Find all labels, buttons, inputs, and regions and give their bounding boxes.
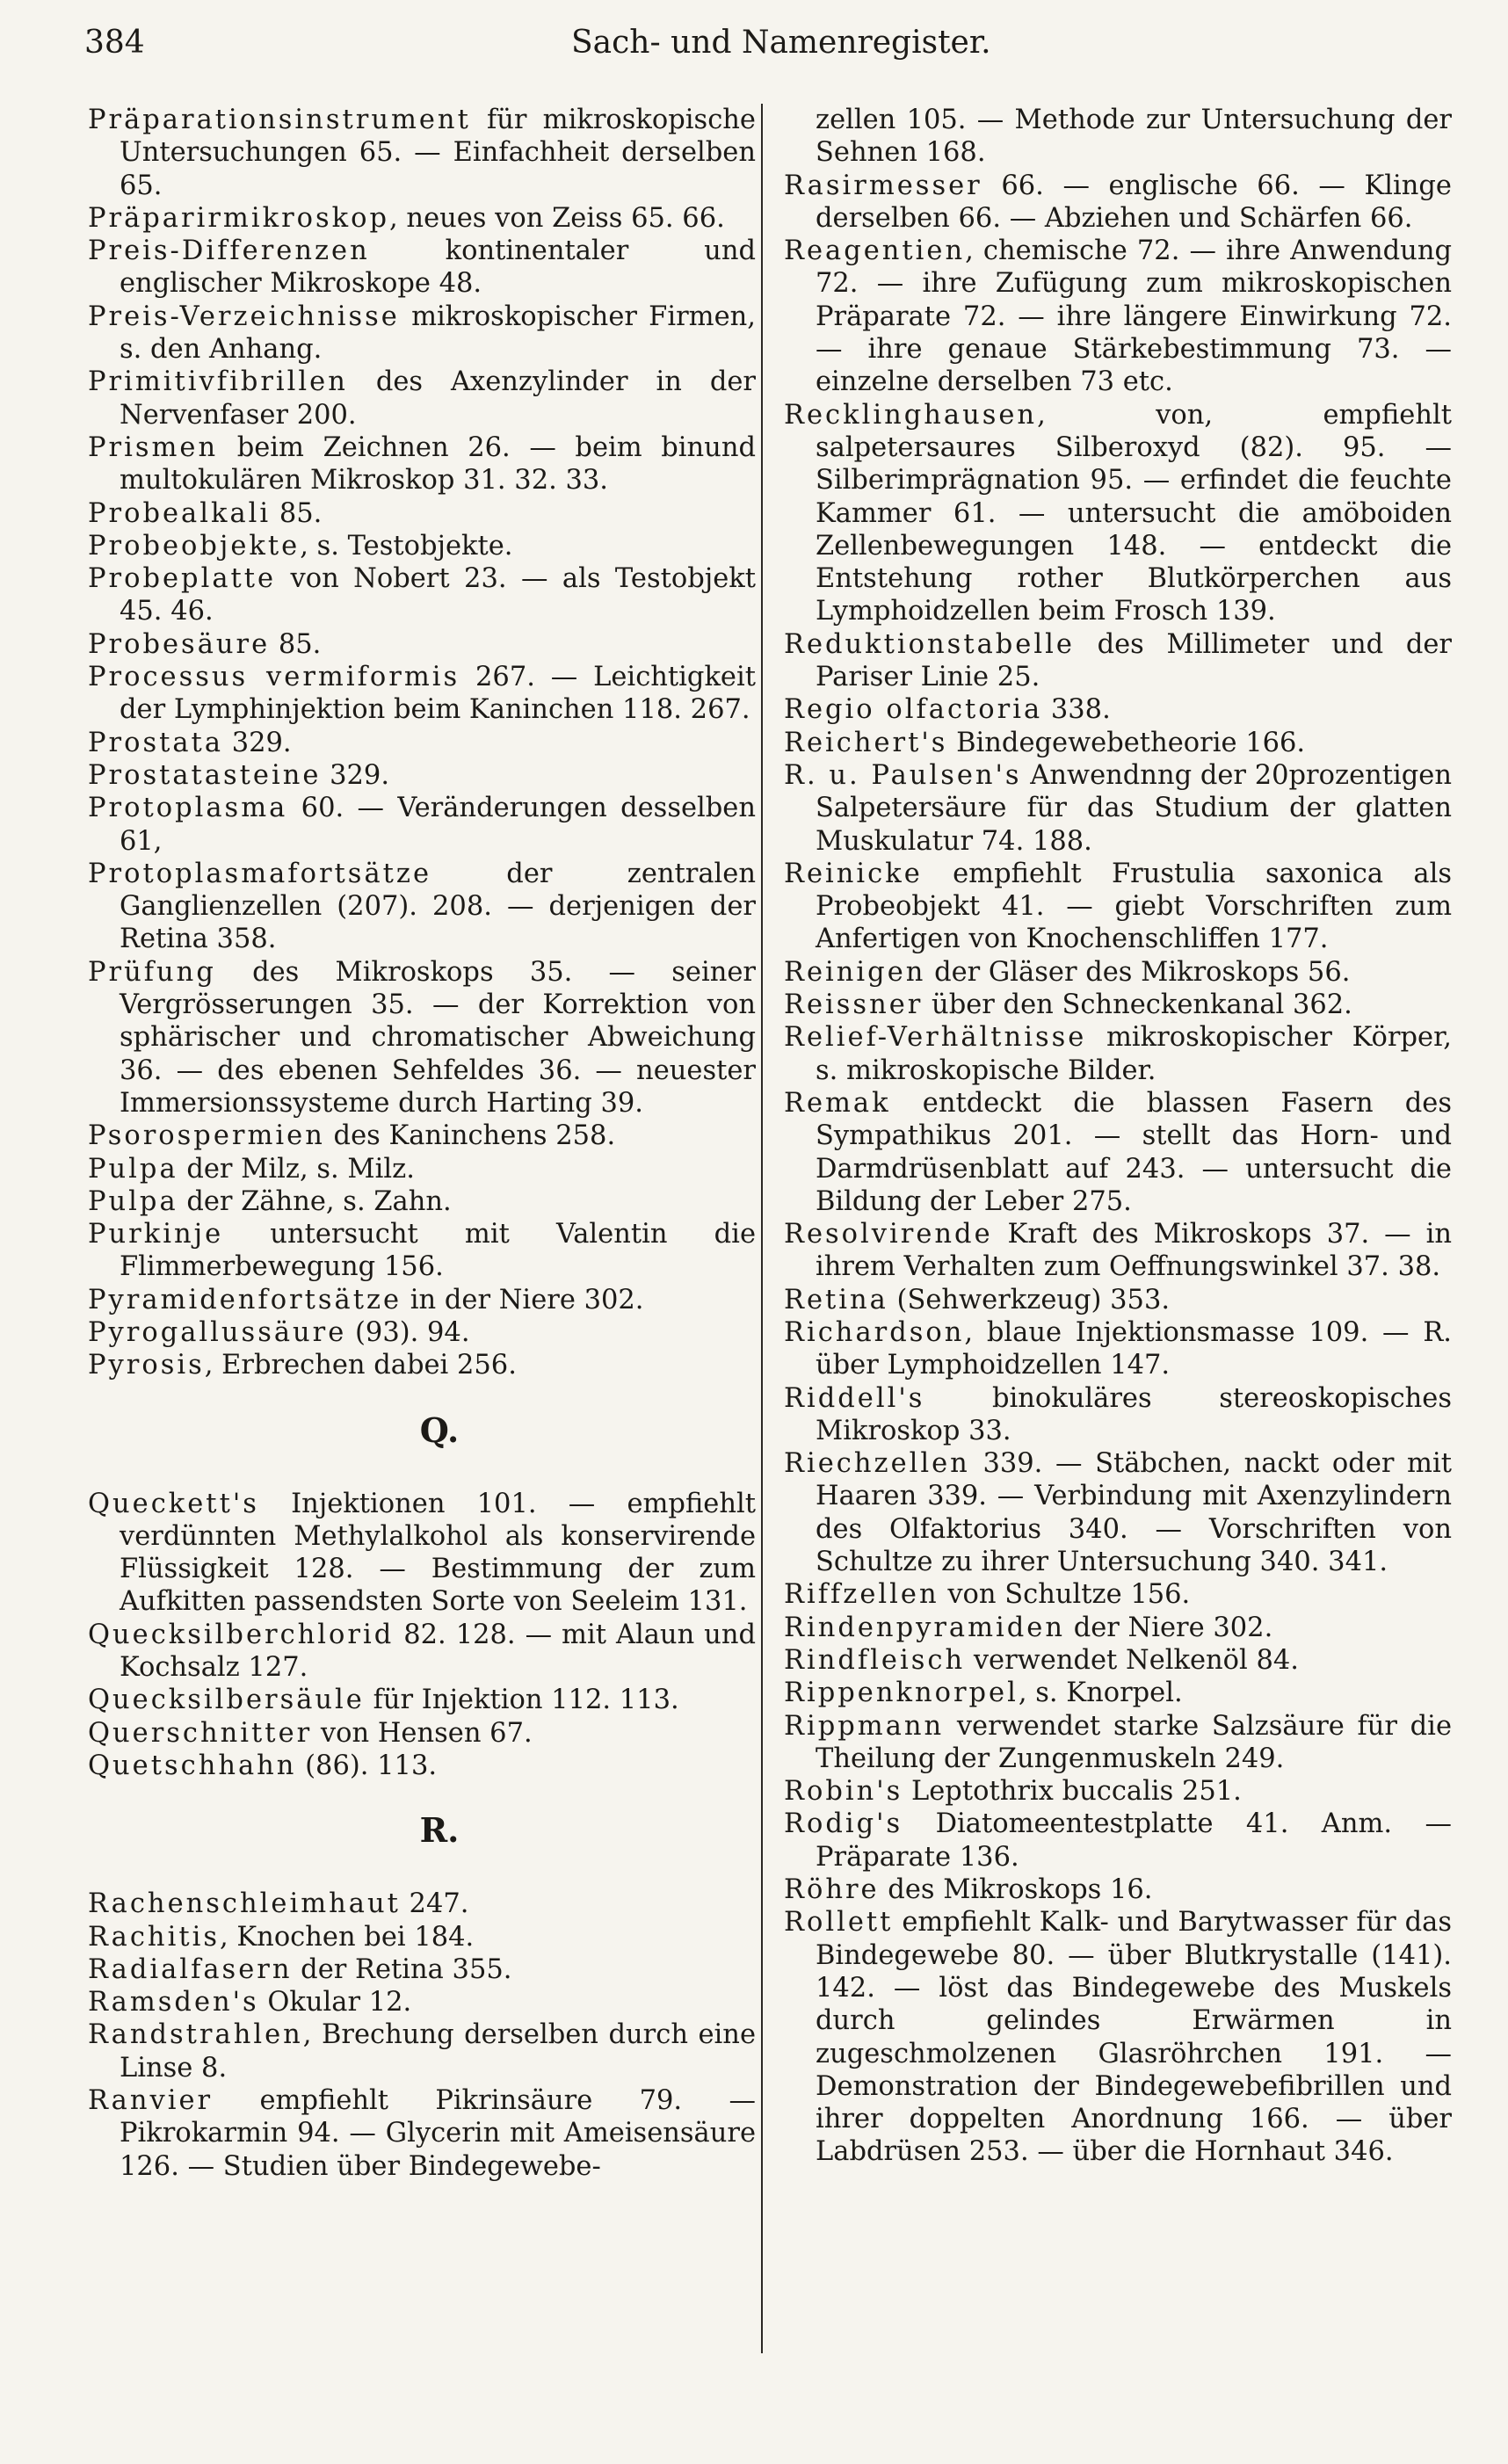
- index-entry: [88, 235, 756, 301]
- right-column: [784, 104, 1452, 2169]
- entry-headword: Psorospermien: [88, 1120, 325, 1152]
- entry-headword: Rippenknorpel: [784, 1678, 1019, 1709]
- entry-text: 339. — Stäbchen, nackt oder mit Haaren 339. — Verbindung mit Axenzylindern des Olfaktorius 340. — Vorschriften von Schultze zu ihrer Untersuchung 340. 341.: [816, 1448, 1452, 1578]
- entry-text: Leptothrix buccalis 251.: [903, 1776, 1242, 1808]
- index-entry: [88, 956, 756, 1120]
- entry-headword: Robin's: [784, 1776, 903, 1808]
- entry-text: , von, empfiehlt salpetersaures Silberoxyd (82). 95. — Silberimprägnation 95. — erfindet die feuchte Kammer 61. — untersucht die amöboiden Zellenbewegungen 148. — entdeckt die Entstehung rother Blutkörperchen aus Lymphoidzellen beim Frosch 139.: [816, 399, 1452, 627]
- entry-text: 66. — englische 66. — Klinge derselben 66. — Abziehen und Schärfen 66.: [816, 170, 1452, 234]
- index-entry: [784, 1873, 1452, 1906]
- index-entry: [784, 1284, 1452, 1316]
- column-divider: [761, 104, 763, 2353]
- entry-text: , Knochen bei 184.: [220, 1921, 475, 1953]
- index-entry: [88, 1488, 756, 1619]
- entry-headword: Prostatasteine: [88, 759, 322, 791]
- index-entry: [784, 1578, 1452, 1611]
- page-number: 384: [84, 25, 145, 61]
- entry-headword: Pyrogallussäure: [88, 1316, 347, 1348]
- index-entry: [88, 727, 756, 759]
- running-title: Sach- und Namenregister.: [571, 25, 991, 61]
- entry-headword: Queckett's: [88, 1488, 259, 1519]
- entry-headword: Querschnitter: [88, 1717, 313, 1749]
- entry-text: 338.: [1042, 694, 1111, 726]
- entry-text: , s. Knorpel.: [1018, 1678, 1183, 1709]
- entry-headword: Rindenpyramiden: [784, 1612, 1065, 1643]
- index-entry: [784, 399, 1452, 628]
- entry-text: der zentralen Ganglienzellen (207). 208. — derjenigen der Retina 358.: [120, 858, 756, 955]
- entry-text: des Mikroskops 35. — seiner Vergrösserungen 35. — der Korrektion von sphärischer und chromatischer Abweichung 36. — des ebenen Sehfeldes 36. — neuester Immersionssysteme durch Harting 39.: [120, 956, 756, 1119]
- entry-text: Injektionen 101. — empfiehlt verdünnten Methylalkohol als konservirende Flüssigkeit 128. — Bestimmung der zum Aufkitten passendsten Sorte von Seeleim 131.: [120, 1488, 756, 1618]
- entry-text: zellen 105. — Methode zur Untersuchung der Sehnen 168.: [816, 105, 1452, 169]
- index-entry: [88, 1619, 756, 1685]
- entry-headword: Röhre: [784, 1874, 880, 1906]
- index-entry: [784, 1218, 1452, 1284]
- entry-headword: Ramsden's: [88, 1987, 259, 2018]
- index-entry: [88, 1185, 756, 1218]
- index-entry: [784, 1710, 1452, 1776]
- index-entry: [784, 1382, 1452, 1448]
- index-entry: [88, 562, 756, 628]
- index-entry: [784, 1677, 1452, 1709]
- entry-text: empfiehlt Pikrinsäure 79. — Pikrokarmin 94. — Glycerin mit Ameisensäure 126. — Studien über Bindegewebe-: [120, 2085, 756, 2182]
- entry-text: des Kaninchens 258.: [324, 1120, 616, 1152]
- index-entry: [88, 661, 756, 727]
- entry-text: verwendet Nelkenöl 84.: [965, 1644, 1299, 1676]
- index-entry: [784, 858, 1452, 956]
- index-entry: [88, 792, 756, 858]
- entry-headword: Rachitis: [88, 1921, 220, 1953]
- entry-text: 247.: [400, 1888, 469, 1920]
- entry-text: , chemische 72. — ihre Anwendung 72. — ihre Zufügung zum mikroskopischen Präparate 72. — ihre längere Einwirkung 72. — ihre genaue Stärkebestimmung 73. — einzelne derselben 73 etc.: [816, 236, 1452, 398]
- entry-headword: Rippmann: [784, 1710, 945, 1742]
- entry-headword: Remak: [784, 1087, 891, 1119]
- entry-headword: Pyrosis: [88, 1350, 205, 1381]
- index-entry: [784, 727, 1452, 759]
- section-letter: Q.: [419, 1410, 460, 1450]
- entry-text: Anwendnng der 20prozentigen Salpetersäure für das Studium der glatten Muskulatur 74. 188.: [816, 759, 1452, 857]
- section-letter: R.: [419, 1810, 460, 1851]
- entry-text: , Brechung derselben durch eine Linse 8.: [120, 2019, 756, 2084]
- entry-headword: Rasirmesser: [784, 170, 982, 201]
- entry-headword: Riffzellen: [784, 1579, 939, 1611]
- entry-text: der Retina 355.: [292, 1953, 512, 1985]
- index-entry: [784, 1906, 1452, 2168]
- entry-headword: Reichert's: [784, 727, 948, 758]
- entry-headword: Prostata: [88, 727, 223, 758]
- entry-headword: Randstrahlen: [88, 2019, 303, 2051]
- index-entry: [784, 956, 1452, 989]
- entry-text: untersucht mit Valentin die Flimmerbewegung 156.: [120, 1219, 756, 1283]
- index-entry: [88, 1750, 756, 1782]
- entry-text: Bindegewebetheorie 166.: [947, 727, 1306, 758]
- entry-headword: Protoplasma: [88, 793, 288, 824]
- index-entry: [88, 628, 756, 661]
- entry-text: 82. 128. — mit Alaun und Kochsalz 127.: [120, 1619, 756, 1684]
- entry-text: von Schultze 156.: [939, 1579, 1191, 1611]
- entry-text: Kraft des Mikroskops 37. — in ihrem Verhalten zum Oeffnungswinkel 37. 38.: [816, 1219, 1452, 1283]
- entry-text: empfiehlt Kalk- und Barytwasser für das Bindegewebe 80. — über Blutkrystalle (141). 142. — löst das Bindegewebe des Muskels durch gelindes Erwärmen in zugeschmolzenen Glasröhrchen 191. — Demonstration der Bindegewebefibrillen und ihrer doppelten Anordnung 166. — über Labdrüsen 253. — über die Hornhaut 346.: [816, 1907, 1452, 2168]
- page-header: [0, 25, 1508, 77]
- entry-headword: Prismen: [88, 431, 219, 463]
- entry-headword: Prüfung: [88, 956, 216, 988]
- index-entry: [88, 366, 756, 431]
- index-entry: [88, 1986, 756, 2018]
- entry-headword: Regio olfactoria: [784, 694, 1043, 726]
- index-entry: [88, 202, 756, 235]
- index-entry: [784, 1775, 1452, 1808]
- index-entry: [88, 1349, 756, 1381]
- entry-headword: Präparationsinstrument: [88, 105, 471, 135]
- entry-text: 85.: [270, 628, 322, 660]
- entry-text: des Axenzylinder in der Nervenfaser 200.: [120, 366, 756, 431]
- index-entry: [784, 170, 1452, 236]
- entry-headword: Recklinghausen: [784, 399, 1038, 431]
- entry-headword: Rachenschleimhaut: [88, 1888, 401, 1920]
- index-entry: [88, 431, 756, 497]
- entry-text: mikroskopischer Firmen, s. den Anhang.: [120, 301, 756, 366]
- entry-text: für mikroskopische Untersuchungen 65. — Einfachheit derselben 65.: [120, 105, 756, 201]
- entry-text: 60. — Veränderungen desselben 61,: [120, 793, 756, 857]
- entry-text: Diatomeentestplatte 41. Anm. — Präparate 136.: [816, 1808, 1452, 1873]
- entry-text: 267. — Leichtigkeit der Lymphinjektion beim Kaninchen 118. 267.: [120, 662, 756, 726]
- entry-headword: Quecksilberchlorid: [88, 1619, 395, 1650]
- index-entry: [88, 1953, 756, 1986]
- index-entry: [88, 759, 756, 792]
- index-entry: [88, 1284, 756, 1316]
- entry-headword: Reagentien: [784, 236, 966, 267]
- entry-headword: Riechzellen: [784, 1448, 970, 1480]
- entry-text: von Hensen 67.: [312, 1717, 533, 1749]
- index-entry: [784, 235, 1452, 398]
- index-entry: [88, 1717, 756, 1750]
- index-entry: [784, 1808, 1452, 1873]
- index-entry: [88, 104, 756, 202]
- left-column: [88, 104, 756, 2183]
- entry-headword: Pulpa: [88, 1185, 178, 1217]
- index-entry: [784, 1021, 1452, 1087]
- entry-headword: Purkinje: [88, 1219, 224, 1250]
- index-entry: [784, 1316, 1452, 1382]
- entry-text: , Erbrechen dabei 256.: [204, 1350, 517, 1381]
- entry-headword: Pulpa: [88, 1153, 178, 1185]
- entry-text: 85.: [271, 497, 323, 529]
- entry-headword: Quetschhahn: [88, 1750, 297, 1781]
- entry-text: mikroskopischer Körper, s. mikroskopische Bilder.: [816, 1022, 1452, 1086]
- entry-headword: Rollett: [784, 1907, 894, 1939]
- entry-headword: Riddell's: [784, 1382, 925, 1414]
- index-entry: [784, 693, 1452, 726]
- entry-headword: Reduktionstabelle: [784, 628, 1075, 660]
- entry-text: kontinentaler und englischer Mikroskope 48.: [120, 236, 756, 300]
- entry-headword: Probeobjekte: [88, 530, 301, 562]
- entry-text: der Milz, s. Milz.: [178, 1153, 415, 1185]
- index-entry: [88, 1218, 756, 1284]
- index-entry: [88, 1888, 756, 1920]
- index-entry: [784, 1087, 1452, 1218]
- entry-headword: R. u. Paulsen's: [784, 759, 1022, 791]
- entry-text: des Millimeter und der Pariser Linie 25.: [816, 628, 1452, 693]
- index-entry: [784, 759, 1452, 858]
- entry-headword: Relief-Verhältnisse: [784, 1022, 1087, 1054]
- entry-text: entdeckt die blassen Fasern des Sympathikus 201. — stellt das Horn- und Darmdrüsenblatt auf 243. — untersucht die Bildung der Leber 275.: [816, 1087, 1452, 1217]
- entry-headword: Probeplatte: [88, 563, 277, 595]
- entry-text: , blaue Injektionsmasse 109. — R. über Lymphoidzellen 147.: [816, 1316, 1452, 1381]
- entry-text: der Niere 302.: [1065, 1612, 1273, 1643]
- entry-headword: Reinigen: [784, 956, 926, 988]
- entry-text: für Injektion 112. 113.: [364, 1685, 679, 1716]
- index-entry: [88, 858, 756, 956]
- entry-headword: Retina: [784, 1284, 888, 1315]
- entry-text: von Nobert 23. — als Testobjekt 45. 46.: [120, 563, 756, 627]
- entry-headword: Reinicke: [784, 858, 923, 889]
- entry-text: , s. Testobjekte.: [300, 530, 513, 562]
- entry-headword: Processus vermiformis: [88, 662, 460, 693]
- index-entry-continued: [784, 104, 1452, 170]
- entry-text: , neues von Zeiss 65. 66.: [389, 202, 725, 234]
- index-entry: [784, 1447, 1452, 1578]
- entry-headword: Quecksilbersäule: [88, 1685, 365, 1716]
- entry-headword: Pyramidenfortsätze: [88, 1284, 402, 1315]
- entry-headword: Primitivfibrillen: [88, 366, 348, 398]
- entry-text: beim Zeichnen 26. — beim binund multokulären Mikroskop 31. 32. 33.: [120, 431, 756, 496]
- entry-text: (93). 94.: [346, 1316, 470, 1348]
- entry-headword: Preis-Differenzen: [88, 236, 370, 267]
- index-entry: [88, 1316, 756, 1349]
- index-entry: [88, 1120, 756, 1152]
- entry-headword: Reissner: [784, 989, 924, 1021]
- index-entry: [88, 497, 756, 530]
- index-entry: [88, 1684, 756, 1716]
- entry-headword: Preis-Verzeichnisse: [88, 301, 400, 332]
- entry-text: Okular 12.: [258, 1987, 412, 2018]
- entry-headword: Rindfleisch: [784, 1644, 966, 1676]
- index-entry: [88, 2018, 756, 2084]
- entry-text: der Gläser des Mikroskops 56.: [925, 956, 1351, 988]
- entry-headword: Rodig's: [784, 1808, 903, 1840]
- entry-headword: Resolvirende: [784, 1219, 993, 1250]
- index-entry: [88, 1153, 756, 1185]
- entry-text: in der Niere 302.: [402, 1284, 644, 1315]
- index-entry: [784, 1644, 1452, 1677]
- index-entry: [784, 1612, 1452, 1644]
- entry-headword: Richardson: [784, 1316, 965, 1348]
- index-entry: [88, 2084, 756, 2183]
- entry-headword: Präparirmikroskop: [88, 202, 390, 234]
- entry-text: verwendet starke Salzsäure für die Theilung der Zungenmuskeln 249.: [816, 1710, 1452, 1774]
- entry-text: 329.: [321, 759, 390, 791]
- entry-text: 329.: [223, 727, 292, 758]
- entry-text: der Zähne, s. Zahn.: [178, 1185, 452, 1217]
- entry-text: (86). 113.: [296, 1750, 438, 1781]
- entry-text: binokuläres stereoskopisches Mikroskop 33.: [816, 1382, 1452, 1446]
- entry-text: über den Schneckenkanal 362.: [923, 989, 1352, 1021]
- entry-headword: Ranvier: [88, 2085, 214, 2117]
- entry-text: empfiehlt Frustulia saxonica als Probeobjekt 41. — giebt Vorschriften zum Anfertigen von Knochenschliffen 177.: [816, 858, 1452, 955]
- entry-text: des Mikroskops 16.: [879, 1874, 1153, 1906]
- index-entry: [784, 989, 1452, 1021]
- index-entry: [88, 1921, 756, 1953]
- entry-headword: Probealkali: [88, 497, 272, 529]
- entry-text: (Sehwerkzeug) 353.: [888, 1284, 1171, 1315]
- entry-headword: Radialfasern: [88, 1953, 293, 1985]
- entry-headword: Probesäure: [88, 628, 271, 660]
- index-entry: [88, 301, 756, 366]
- entry-headword: Protoplasmafortsätze: [88, 858, 432, 889]
- index-entry: [784, 628, 1452, 694]
- index-entry: [88, 530, 756, 562]
